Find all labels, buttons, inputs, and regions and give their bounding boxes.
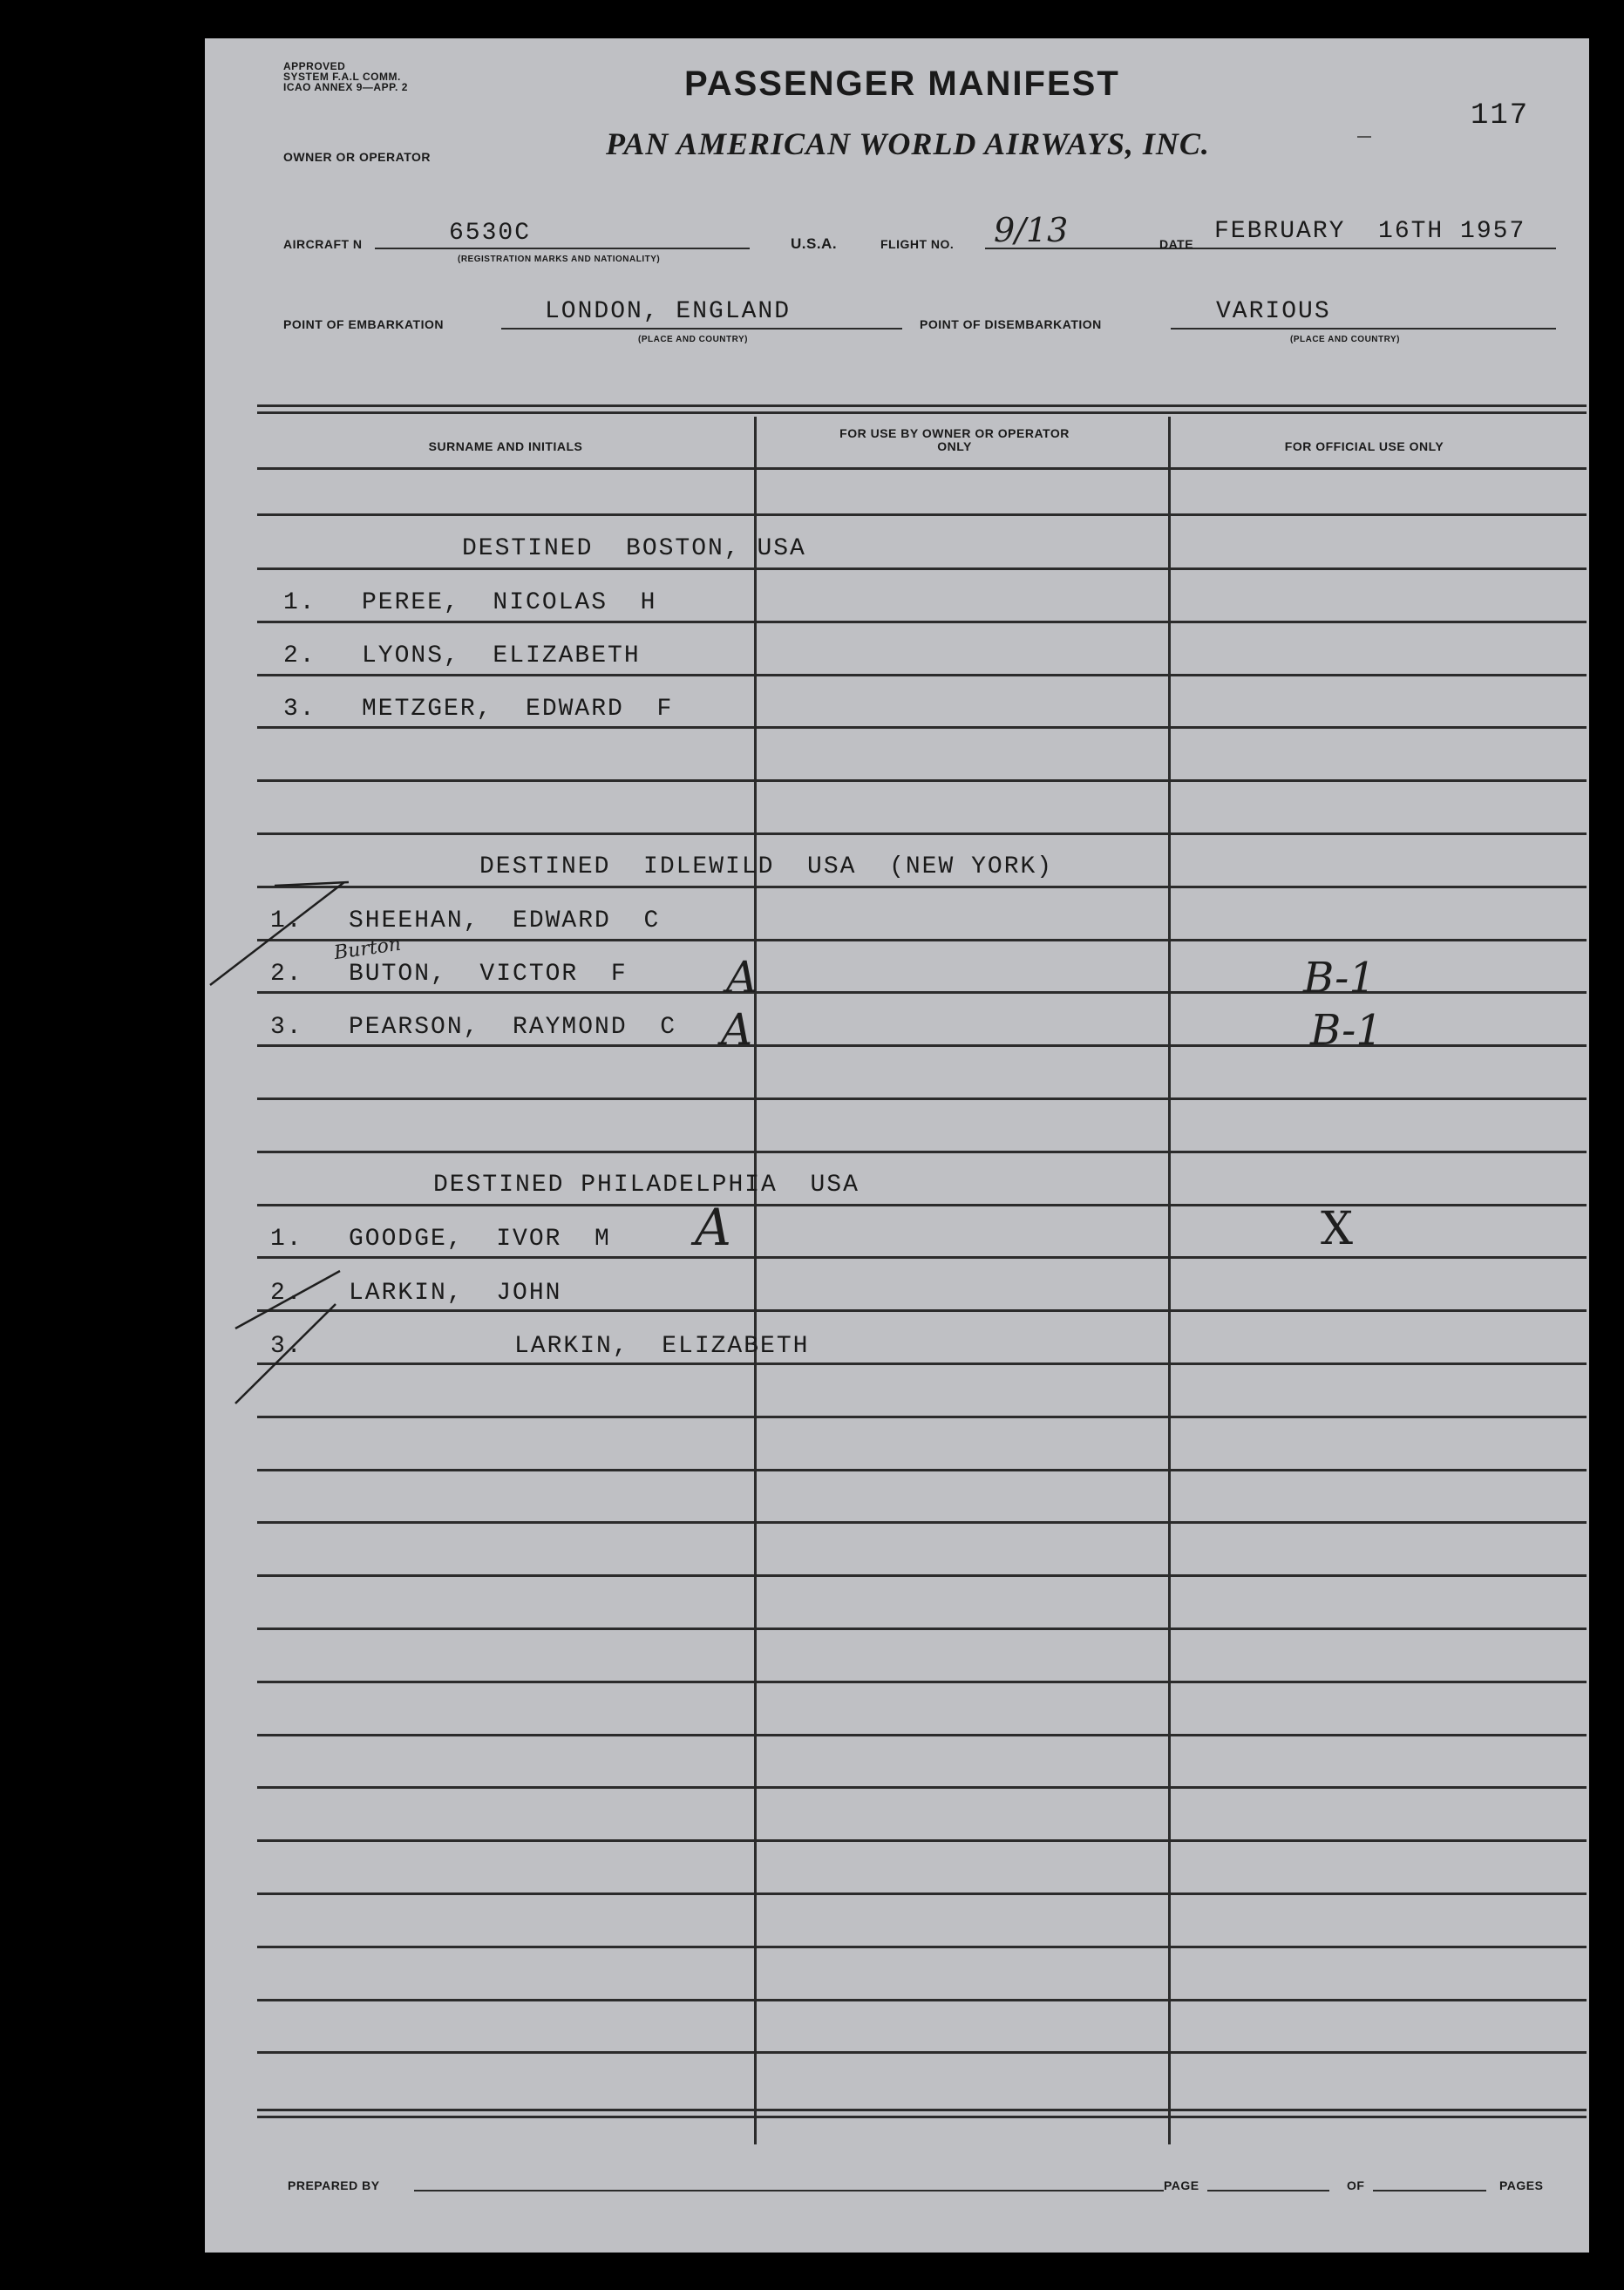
nationality: U.S.A. <box>791 235 838 252</box>
passenger-number: 3. <box>270 1333 303 1360</box>
date-label: DATE <box>1159 237 1194 251</box>
passenger-name: PEREE, NICOLAS H <box>362 589 657 616</box>
column-header-official: FOR OFFICIAL USE ONLY <box>1284 439 1444 453</box>
manifest-sheet <box>205 38 1589 2253</box>
handwritten-mark: A <box>695 1198 731 1257</box>
page-line <box>1207 2190 1329 2191</box>
prepared-by-label: PREPARED BY <box>288 2178 380 2192</box>
group-heading-philadelphia: DESTINED PHILADELPHIA USA <box>433 1172 860 1199</box>
pages-label: PAGES <box>1499 2178 1544 2192</box>
approval-line: ICAO ANNEX 9—APP. 2 <box>283 81 408 93</box>
embark-value: LONDON, ENGLAND <box>545 298 792 325</box>
passenger-name: LYONS, ELIZABETH <box>362 642 641 669</box>
of-line <box>1373 2190 1486 2191</box>
table-bottom-rule <box>257 2116 1587 2118</box>
owner-label: OWNER OR OPERATOR <box>283 150 431 164</box>
aircraft-value: 6530C <box>449 220 532 247</box>
page-number: 117 <box>1471 99 1530 133</box>
flight-label: FLIGHT NO. <box>880 237 955 251</box>
of-label: OF <box>1347 2178 1365 2192</box>
aircraft-sublabel: (REGISTRATION MARKS AND NATIONALITY) <box>458 255 661 264</box>
page-label: PAGE <box>1164 2178 1199 2192</box>
approval-line: APPROVED <box>283 60 346 72</box>
aircraft-label: AIRCRAFT N <box>283 237 363 251</box>
group-heading-boston: DESTINED BOSTON, USA <box>462 535 806 562</box>
embark-label: POINT OF EMBARKATION <box>283 317 444 331</box>
passenger-name: PEARSON, RAYMOND C <box>349 1014 677 1041</box>
airline-name: PAN AMERICAN WORLD AIRWAYS, INC. <box>606 126 1210 161</box>
handwritten-correction: Burton <box>332 933 403 965</box>
table-bottom-rule <box>257 2109 1587 2111</box>
handwritten-official-mark: B-1 <box>1303 954 1376 1002</box>
disembark-sublabel: (PLACE AND COUNTRY) <box>1290 335 1400 344</box>
handwritten-official-mark: B-1 <box>1310 1006 1383 1055</box>
passenger-name: SHEEHAN, EDWARD C <box>349 907 661 934</box>
passenger-number: 1. <box>283 589 316 616</box>
disembark-label: POINT OF DISEMBARKATION <box>920 317 1102 331</box>
approval-line: SYSTEM F.A.L COMM. <box>283 71 401 83</box>
column-header-surname: SURNAME AND INITIALS <box>428 439 583 453</box>
passenger-name: LARKIN, ELIZABETH <box>514 1333 810 1360</box>
page-title: PASSENGER MANIFEST <box>684 65 1120 103</box>
handwritten-mark: A <box>721 1004 753 1055</box>
passenger-number: 2. <box>270 961 303 988</box>
date-value: FEBRUARY 16TH 1957 <box>1214 218 1526 245</box>
passenger-number: 2. <box>283 642 316 669</box>
passenger-number: 3. <box>283 696 316 723</box>
passenger-number: 2. <box>270 1280 303 1307</box>
passenger-number: 1. <box>270 907 303 934</box>
group-heading-idlewild: DESTINED IDLEWILD USA (NEW YORK) <box>479 853 1054 880</box>
passenger-number: 1. <box>270 1226 303 1253</box>
passenger-name: BUTON, VICTOR F <box>349 961 628 988</box>
embark-sublabel: (PLACE AND COUNTRY) <box>638 335 748 344</box>
disembark-value: VARIOUS <box>1216 298 1331 325</box>
passenger-name: GOODGE, IVOR M <box>349 1226 611 1253</box>
handwritten-mark: A <box>726 952 758 1002</box>
passenger-name: METZGER, EDWARD F <box>362 696 674 723</box>
prepared-by-line <box>414 2190 1164 2191</box>
passenger-number: 3. <box>270 1014 303 1041</box>
handwritten-official-mark: X <box>1321 1203 1354 1255</box>
flight-value: 9/13 <box>994 211 1069 249</box>
column-header-operator: FOR USE BY OWNER OR OPERATOR ONLY <box>839 426 1070 453</box>
passenger-name: LARKIN, JOHN <box>349 1280 562 1307</box>
strike-marks <box>205 38 1589 2253</box>
